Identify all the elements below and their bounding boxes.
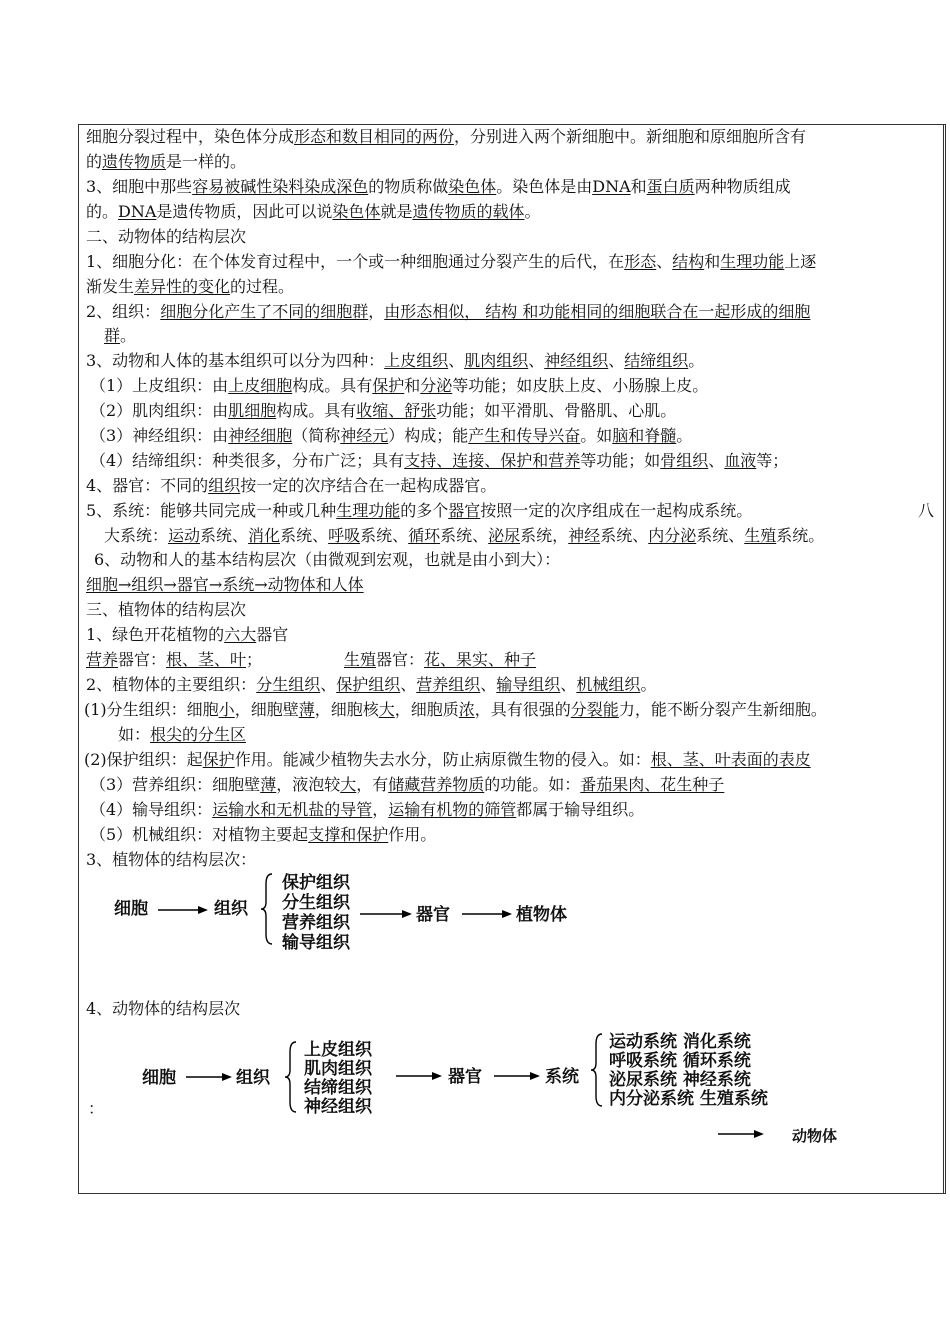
term: 结构 bbox=[672, 252, 705, 271]
line-6 bbox=[86, 276, 294, 298]
term: 骨组织 bbox=[660, 451, 709, 470]
text: 功能；如平滑肌、骨骼肌、心肌。 bbox=[436, 401, 677, 420]
term: 上皮组织 bbox=[384, 351, 449, 370]
text: 、 bbox=[400, 675, 417, 694]
term: 运输有机物的筛管 bbox=[388, 800, 517, 819]
term: 分泌 bbox=[420, 376, 453, 395]
animal-body: 动物体 bbox=[792, 1127, 838, 1145]
text: （4）输导组织： bbox=[90, 800, 213, 819]
text: (2)保护组织：起 bbox=[84, 750, 203, 769]
text: ，液泡较 bbox=[276, 775, 341, 794]
text: 的多个 bbox=[400, 501, 449, 520]
text: 器官： bbox=[376, 650, 425, 669]
line-7 bbox=[86, 301, 810, 323]
line-4 bbox=[86, 201, 540, 223]
line-9 bbox=[86, 350, 704, 372]
line-14 bbox=[86, 475, 496, 497]
text: 的 bbox=[86, 152, 103, 171]
line-18: 细胞→组织→器官→系统→动物体和人体 bbox=[86, 575, 364, 594]
text: 器官 bbox=[256, 625, 289, 644]
text: 如： bbox=[118, 725, 151, 744]
text: ，细胞质 bbox=[394, 700, 459, 719]
text: 、 bbox=[448, 351, 465, 370]
term: DNA bbox=[118, 202, 157, 221]
text: 3、动物和人体的基本组织可以分为四种： bbox=[86, 351, 385, 370]
line-20a bbox=[86, 649, 262, 671]
term: 生殖 bbox=[344, 650, 377, 669]
term: 大 bbox=[340, 775, 357, 794]
arrow-icon bbox=[494, 1066, 540, 1086]
text: 等功能；如 bbox=[580, 451, 661, 470]
text: ； bbox=[246, 650, 263, 669]
term: 器官 bbox=[448, 501, 481, 520]
text: ，分别进入两个新细胞中。新细胞和原细胞所含有 bbox=[454, 127, 807, 146]
text: 3、细胞中那些 bbox=[86, 177, 193, 196]
term: 差异性的变化 bbox=[134, 277, 231, 296]
animal-systems-4: 内分泌系统 生殖系统 bbox=[609, 1089, 768, 1109]
term: DNA bbox=[592, 177, 631, 196]
term: 泌尿 bbox=[488, 526, 521, 545]
term: 分生组织 bbox=[256, 675, 321, 694]
term: 分裂能 bbox=[570, 700, 619, 719]
heading-animal: 二、动物体的结构层次 bbox=[86, 227, 247, 246]
term: 神经 bbox=[568, 526, 601, 545]
text: ， bbox=[368, 302, 385, 321]
animal-systems-3: 泌尿系统 神经系统 bbox=[609, 1070, 751, 1090]
term: 细胞分化产生了不同的细胞群 bbox=[160, 302, 369, 321]
term: 脑和脊髓 bbox=[612, 426, 677, 445]
text: 是一样的。 bbox=[166, 152, 247, 171]
line-10 bbox=[90, 375, 708, 397]
term: 机械组织 bbox=[576, 675, 641, 694]
text: 两种物质组成 bbox=[694, 177, 791, 196]
text: 1、绿色开花植物的 bbox=[86, 625, 225, 644]
term: 根、茎、叶表面的表皮 bbox=[650, 750, 811, 769]
text: 系统、 bbox=[600, 526, 649, 545]
text: （4）结缔组织：种类很多，分布广泛；具有 bbox=[90, 451, 405, 470]
animal-organ: 器官 bbox=[448, 1067, 482, 1087]
text: 力，能不断分裂产生新细胞。 bbox=[618, 700, 827, 719]
animal-tissue-4: 神经组织 bbox=[304, 1097, 372, 1117]
animal-tissue-1: 上皮组织 bbox=[304, 1040, 372, 1060]
term: 储藏营养物质 bbox=[388, 775, 485, 794]
text: 等； bbox=[756, 451, 789, 470]
arrow-icon bbox=[718, 1124, 764, 1144]
text: （2）肌肉组织：由 bbox=[90, 401, 229, 420]
term: 遗传物质 bbox=[102, 152, 167, 171]
text: 和 bbox=[404, 376, 421, 395]
text: （1）上皮组织：由 bbox=[90, 376, 229, 395]
term: 形态和数目相同的两份 bbox=[294, 127, 455, 146]
text: 按一定的次序结合在一起构成器官。 bbox=[240, 476, 497, 495]
term: 生理功能 bbox=[336, 501, 401, 520]
text: ，有 bbox=[356, 775, 389, 794]
term: 小 bbox=[218, 700, 235, 719]
term: 染色体 bbox=[448, 177, 497, 196]
plant-tissue: 组织 bbox=[214, 899, 248, 919]
animal-tissue-3: 结缔组织 bbox=[304, 1078, 372, 1098]
heading-plant: 三、植物体的结构层次 bbox=[86, 600, 247, 619]
arrow-icon bbox=[360, 904, 412, 924]
line-11 bbox=[90, 400, 676, 422]
text: 。如 bbox=[580, 426, 613, 445]
term: 形态 bbox=[624, 252, 657, 271]
term: 收缩、舒张 bbox=[356, 401, 437, 420]
term: 遗传物质的载体 bbox=[412, 202, 525, 221]
text: 2、植物体的主要组织： bbox=[86, 675, 257, 694]
line-26 bbox=[90, 799, 644, 821]
term: 花、果实、种子 bbox=[424, 650, 537, 669]
animal-cell: 细胞 bbox=[142, 1068, 176, 1088]
text: 的。 bbox=[86, 202, 119, 221]
text: 4、器官：不同的 bbox=[86, 476, 209, 495]
term: 输导组织 bbox=[496, 675, 561, 694]
term: 组织 bbox=[208, 476, 241, 495]
animal-system: 系统 bbox=[545, 1067, 579, 1087]
arrow-icon bbox=[158, 900, 208, 920]
animal-systems-1: 运动系统 消化系统 bbox=[609, 1032, 751, 1052]
line-27 bbox=[90, 824, 436, 846]
term: 根、茎、叶 bbox=[166, 650, 247, 669]
term: 保护 bbox=[202, 750, 235, 769]
text: 。 bbox=[120, 326, 137, 345]
text: 系统、 bbox=[280, 526, 329, 545]
term: 群 bbox=[104, 326, 121, 345]
text: ，细胞壁 bbox=[234, 700, 299, 719]
term: 蛋白质 bbox=[646, 177, 695, 196]
text: ）构成；能 bbox=[388, 426, 469, 445]
text: 和 bbox=[704, 252, 721, 271]
text: 是遗传物质，因此可以说 bbox=[156, 202, 333, 221]
text: 、 bbox=[528, 351, 545, 370]
text: 、 bbox=[656, 252, 673, 271]
line-2 bbox=[86, 151, 246, 173]
text: 。 bbox=[524, 202, 541, 221]
text: ，具有很强的 bbox=[474, 700, 571, 719]
text: 。 bbox=[688, 351, 705, 370]
line-8 bbox=[104, 325, 136, 347]
animal-tissue: 组织 bbox=[236, 1068, 270, 1088]
text: 2、组织： bbox=[86, 302, 161, 321]
term: 消化 bbox=[248, 526, 281, 545]
line-16 bbox=[104, 525, 824, 547]
text: (1)分生组织：细胞 bbox=[84, 700, 219, 719]
term: 循环 bbox=[408, 526, 441, 545]
brace-icon bbox=[260, 872, 276, 946]
animal-tissue-2: 肌肉组织 bbox=[304, 1059, 372, 1079]
term: 运输水和无机盐的导管 bbox=[212, 800, 373, 819]
term: 神经细胞 bbox=[228, 426, 293, 445]
text: 系统、 bbox=[696, 526, 745, 545]
text: 。 bbox=[676, 426, 693, 445]
line-5 bbox=[86, 251, 816, 273]
text: 上逐 bbox=[784, 252, 817, 271]
line-17: 6、动物和人的基本结构层次（由微观到宏观，也就是由小到大）： bbox=[94, 550, 561, 569]
term: 内分泌 bbox=[648, 526, 697, 545]
line-20b bbox=[344, 649, 536, 671]
animal-systems-2: 呼吸系统 循环系统 bbox=[609, 1051, 751, 1071]
text: 5、系统：能够共同完成一种或几种 bbox=[86, 501, 337, 520]
term: 容易被碱性染料染成深色 bbox=[192, 177, 369, 196]
line-25 bbox=[90, 774, 724, 796]
line-15-tail: 八 bbox=[918, 501, 935, 520]
term: 支撑和保护 bbox=[308, 825, 389, 844]
line-21 bbox=[86, 674, 656, 696]
text: 。染色体是由 bbox=[496, 177, 593, 196]
plant-cell: 细胞 bbox=[114, 899, 148, 919]
text: 。 bbox=[640, 675, 657, 694]
term: 营养 bbox=[86, 650, 119, 669]
text: 和 bbox=[630, 177, 647, 196]
line-3 bbox=[86, 176, 791, 198]
text: 的物质称做 bbox=[368, 177, 449, 196]
line-28: 3、植物体的结构层次： bbox=[86, 850, 257, 869]
brace-icon bbox=[284, 1040, 300, 1114]
line-1 bbox=[86, 126, 806, 148]
arrow-icon bbox=[186, 1067, 232, 1087]
line-12 bbox=[90, 425, 692, 447]
text: （简称 bbox=[292, 426, 341, 445]
text: 大系统： bbox=[104, 526, 169, 545]
plant-body: 植物体 bbox=[516, 905, 567, 925]
term: 大 bbox=[378, 700, 395, 719]
line-19 bbox=[86, 624, 288, 646]
arrow-icon bbox=[396, 1066, 442, 1086]
term: 支持、连接、保护和营养 bbox=[404, 451, 581, 470]
text: 细胞分裂过程中，染色体分成 bbox=[86, 127, 295, 146]
text: 作用。能减少植物失去水分，防止病原微生物的侵入。如： bbox=[234, 750, 651, 769]
term: 神经元 bbox=[340, 426, 389, 445]
term: 由形态相似， 结构 和功能相同的细胞联合在一起形成的细胞 bbox=[384, 302, 811, 321]
term: 番茄果肉、花生种子 bbox=[580, 775, 725, 794]
term: 浓 bbox=[458, 700, 475, 719]
text: 、 bbox=[708, 451, 725, 470]
term: 上皮细胞 bbox=[228, 376, 293, 395]
text: 等功能；如皮肤上皮、小肠腺上皮。 bbox=[452, 376, 709, 395]
term: 呼吸 bbox=[328, 526, 361, 545]
line-29: 4、动物体的结构层次 bbox=[86, 999, 241, 1018]
text: 1、细胞分化：在个体发育过程中，一个或一种细胞通过分裂产生的后代，在 bbox=[86, 252, 625, 271]
text: 的功能。如： bbox=[484, 775, 581, 794]
text: （5）机械组织：对植物主要起 bbox=[90, 825, 309, 844]
term: 血液 bbox=[724, 451, 757, 470]
line-24 bbox=[84, 749, 811, 771]
term: 保护组织 bbox=[336, 675, 401, 694]
plant-tissue-4: 输导组织 bbox=[282, 933, 350, 953]
text: ， bbox=[372, 800, 389, 819]
plant-tissue-2: 分生组织 bbox=[282, 893, 350, 913]
text: 都属于输导组织。 bbox=[516, 800, 645, 819]
text: 系统、 bbox=[360, 526, 409, 545]
text: 器官： bbox=[118, 650, 167, 669]
term: 产生和传导兴奋 bbox=[468, 426, 581, 445]
plant-organ: 器官 bbox=[416, 905, 450, 925]
line-22 bbox=[84, 699, 827, 721]
frame-right-border bbox=[943, 124, 944, 1194]
arrow-icon bbox=[462, 904, 512, 924]
text: 的过程。 bbox=[230, 277, 295, 296]
term: 肌细胞 bbox=[228, 401, 277, 420]
term: 营养组织 bbox=[416, 675, 481, 694]
text: （3）神经组织：由 bbox=[90, 426, 229, 445]
term: 薄 bbox=[298, 700, 315, 719]
text: （3）营养组织：细胞壁 bbox=[90, 775, 261, 794]
text: 、 bbox=[320, 675, 337, 694]
term: 根尖的分生区 bbox=[150, 725, 247, 744]
text: 渐发生 bbox=[86, 277, 135, 296]
text: 作用。 bbox=[388, 825, 437, 844]
line-15 bbox=[86, 500, 752, 522]
text: 就是 bbox=[380, 202, 413, 221]
line-13 bbox=[90, 450, 788, 472]
text: 系统。 bbox=[776, 526, 825, 545]
text: 、 bbox=[560, 675, 577, 694]
term: 结缔组织 bbox=[624, 351, 689, 370]
text: 、 bbox=[480, 675, 497, 694]
term: 生理功能 bbox=[720, 252, 785, 271]
text: 系统、 bbox=[200, 526, 249, 545]
term: 肌肉组织 bbox=[464, 351, 529, 370]
text: 系统、 bbox=[440, 526, 489, 545]
stray-colon: ： bbox=[88, 1099, 105, 1118]
plant-tissue-1: 保护组织 bbox=[282, 873, 350, 893]
text: 系统， bbox=[520, 526, 569, 545]
brace-icon bbox=[590, 1032, 606, 1108]
term: 保护 bbox=[372, 376, 405, 395]
term: 神经组织 bbox=[544, 351, 609, 370]
term: 染色体 bbox=[332, 202, 381, 221]
text: 、 bbox=[608, 351, 625, 370]
plant-tissue-3: 营养组织 bbox=[282, 913, 350, 933]
term: 六大 bbox=[224, 625, 257, 644]
text: 构成。具有 bbox=[276, 401, 357, 420]
term: 运动 bbox=[168, 526, 201, 545]
text: 构成。具有 bbox=[292, 376, 373, 395]
text: ，细胞核 bbox=[314, 700, 379, 719]
term: 薄 bbox=[260, 775, 277, 794]
line-23 bbox=[118, 724, 246, 746]
term: 生殖 bbox=[744, 526, 777, 545]
text: 按照一定的次序组成在一起构成系统。 bbox=[480, 501, 753, 520]
